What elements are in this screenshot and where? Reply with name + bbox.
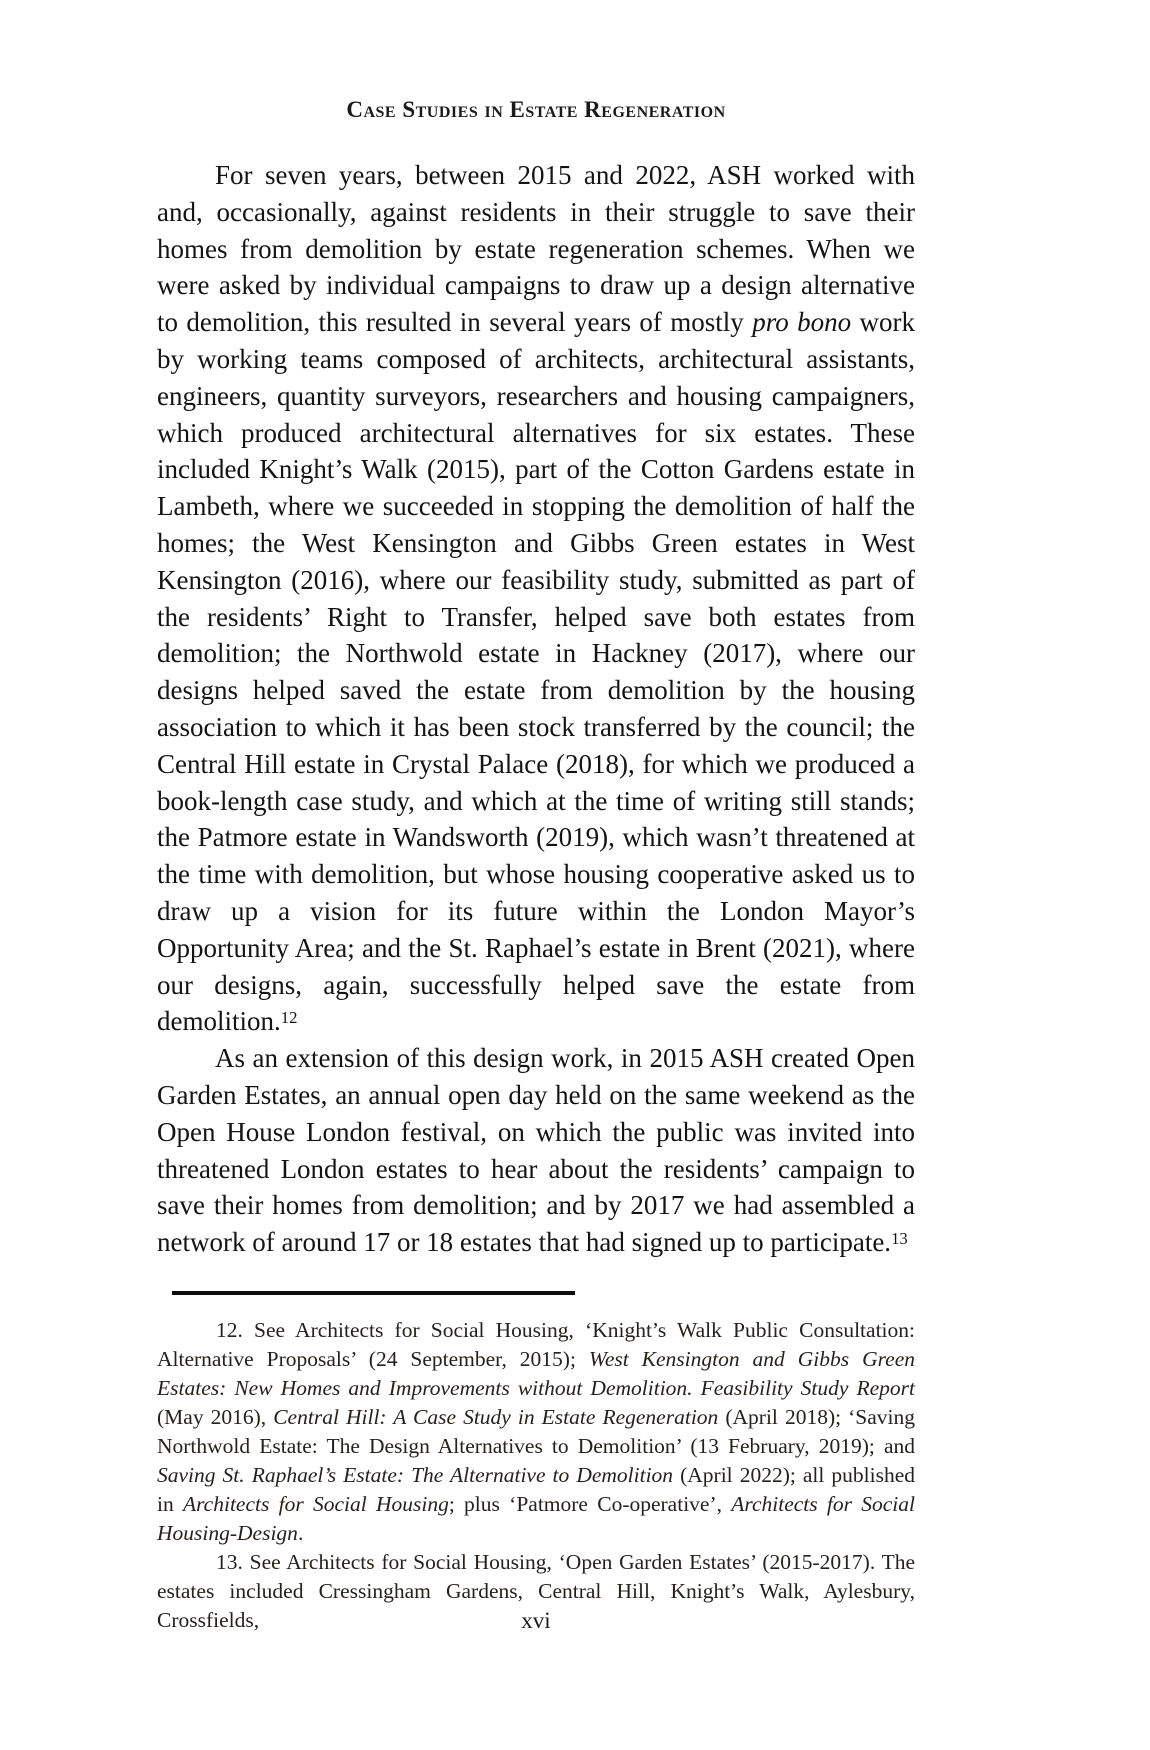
text-segment: pro bono xyxy=(752,307,852,338)
footnote-12 xyxy=(157,1316,915,1548)
text-segment: Architects for Social Housing xyxy=(182,1491,449,1516)
text-segment: Central Hill: A Case Study in Estate Regeneration xyxy=(273,1404,719,1429)
footnote-reference: 12 xyxy=(280,1008,298,1028)
text-segment: West Kensington and Gibbs Green Estates: New Homes and Improvements without Demolition. Feasibility Study Report xyxy=(157,1346,915,1400)
paragraph-2 xyxy=(157,1040,915,1261)
paragraph-1 xyxy=(157,157,915,1040)
footnotes-block xyxy=(157,1316,915,1635)
running-header: Case Studies in Estate Regeneration xyxy=(346,97,726,122)
text-segment: ; plus ‘Patmore Co-operative’, xyxy=(448,1491,732,1516)
body-text xyxy=(157,157,915,1261)
footnote-reference: 13 xyxy=(891,1229,908,1249)
text-segment: Architects for Social Housing-Design xyxy=(157,1491,915,1545)
text-segment: (April 2018); ‘Saving Northwold Estate: The Design Alternatives to Demolition’ (13 February, 2019); and xyxy=(157,1404,916,1458)
text-segment: For seven years, between 2015 and 2022, ASH worked with and, occasionally, against residents in their struggle to save their homes from demolition by estate regeneration schemes. When we were asked by individual campaigns to draw up a design alternative to demolition, this resulted in several years of mostly xyxy=(157,160,915,338)
text-segment: work by working teams composed of architects, architectural assistants, engineers, quantity surveyors, researchers and housing campaigners, which produced architectural alternatives for six estates. These included Knight’s Walk (2015), part of the Cotton Gardens estate in Lambeth, where we succeeded in stopping the demolition of half the homes; the West Kensington and Gibbs Green estates in West Kensington (2016), where our feasibility study, submitted as part of the residents’ Right to Transfer, helped save both estates from demolition; the Northwold estate in Hackney (2017), where our designs helped saved the estate from demolition by the housing association to which it has been stock transferred by the council; the Central Hill estate in Crystal Palace (2018), for which we produced a book-length case study, and which at the time of writing still stands; the Patmore estate in Wandsworth (2019), which wasn’t threatened at the time with demolition, but whose housing cooperative asked us to draw up a vision for its future within the London Mayor’s Opportunity Area; and the St. Raphael’s estate in Brent (2021), where our designs, again, successfully helped save the estate from demolition. xyxy=(157,307,915,1037)
text-segment: (May 2016), xyxy=(157,1404,274,1429)
text-segment: . xyxy=(297,1520,304,1545)
text-segment: Saving St. Raphael’s Estate: The Alternative to Demolition xyxy=(157,1462,674,1487)
page-number: xvi xyxy=(521,1608,551,1633)
footnote-separator-rule xyxy=(172,1291,575,1295)
text-segment: As an extension of this design work, in 2015 ASH created Open Garden Estates, an annual open day held on the same weekend as the Open House London festival, on which the public was invited into threatened London estates to hear about the residents’ campaign to save their homes from demolition; and by 2017 we had assembled a network of around 17 or 18 estates that had signed up to participate. xyxy=(157,1043,915,1258)
text-segment: 12. See Architects for Social Housing, ‘Knight’s Walk Public Consultation: Alternative Proposals’ (24 September, 2015); xyxy=(157,1317,915,1371)
text-segment: 13. See Architects for Social Housing, ‘Open Garden Estates’ (2015-2017). The estates included Cressingham Gardens, Central Hill, Knight’s Walk, Aylesbury, Crossfields, xyxy=(157,1549,915,1632)
text-segment: (April 2022); all published in xyxy=(157,1462,915,1516)
